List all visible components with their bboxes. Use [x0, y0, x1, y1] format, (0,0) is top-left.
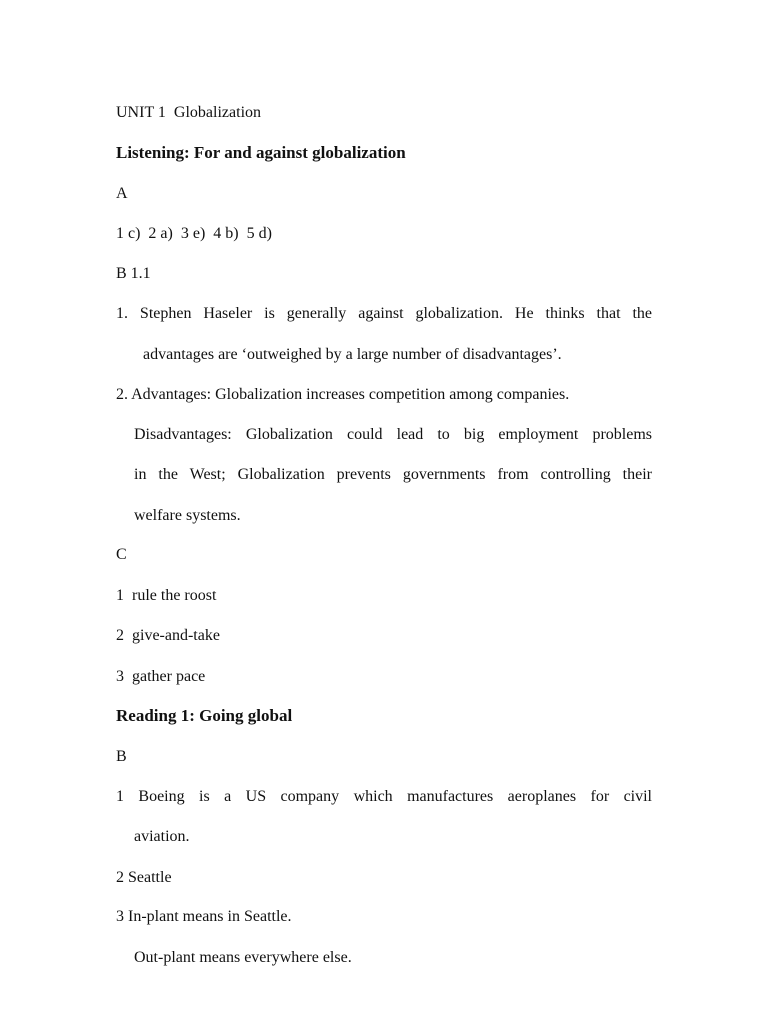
c-item-2: 2 give-and-take [116, 627, 220, 644]
c-item-3: 3 gather pace [116, 668, 206, 685]
r-item1-line2: aviation. [134, 828, 190, 845]
b-item2-line1: 2. Advantages: Globalization increases competition among companies. [116, 386, 570, 403]
b-item2-line3: in the West; Globalization prevents governments from controlling their [134, 466, 652, 483]
reading-b-label: B [116, 748, 127, 765]
unit-title: UNIT 1 Globalization [116, 104, 262, 121]
section-b-label: B 1.1 [116, 265, 151, 282]
b-item2-line2: Disadvantages: Globalization could lead to big employment problems [134, 426, 652, 443]
r-item3-line1: 3 In-plant means in Seattle. [116, 908, 292, 925]
c-item-1: 1 rule the roost [116, 587, 217, 604]
listening-heading: Listening: For and against globalization [116, 143, 406, 162]
section-c-label: C [116, 546, 127, 563]
r-item1-line1: 1 Boeing is a US company which manufactures aeroplanes for civil [116, 788, 652, 805]
section-a-answers: 1 c) 2 a) 3 e) 4 b) 5 d) [116, 225, 272, 242]
b-item1-line2: advantages are ‘outweighed by a large number of disadvantages’. [143, 346, 562, 363]
b-item1-line1: 1. Stephen Haseler is generally against globalization. He thinks that the [116, 305, 652, 322]
section-a-label: A [116, 185, 128, 202]
r-item3-line2: Out-plant means everywhere else. [134, 949, 352, 966]
b-item2-line4: welfare systems. [134, 507, 241, 524]
r-item2: 2 Seattle [116, 869, 172, 886]
reading-heading: Reading 1: Going global [116, 706, 293, 725]
